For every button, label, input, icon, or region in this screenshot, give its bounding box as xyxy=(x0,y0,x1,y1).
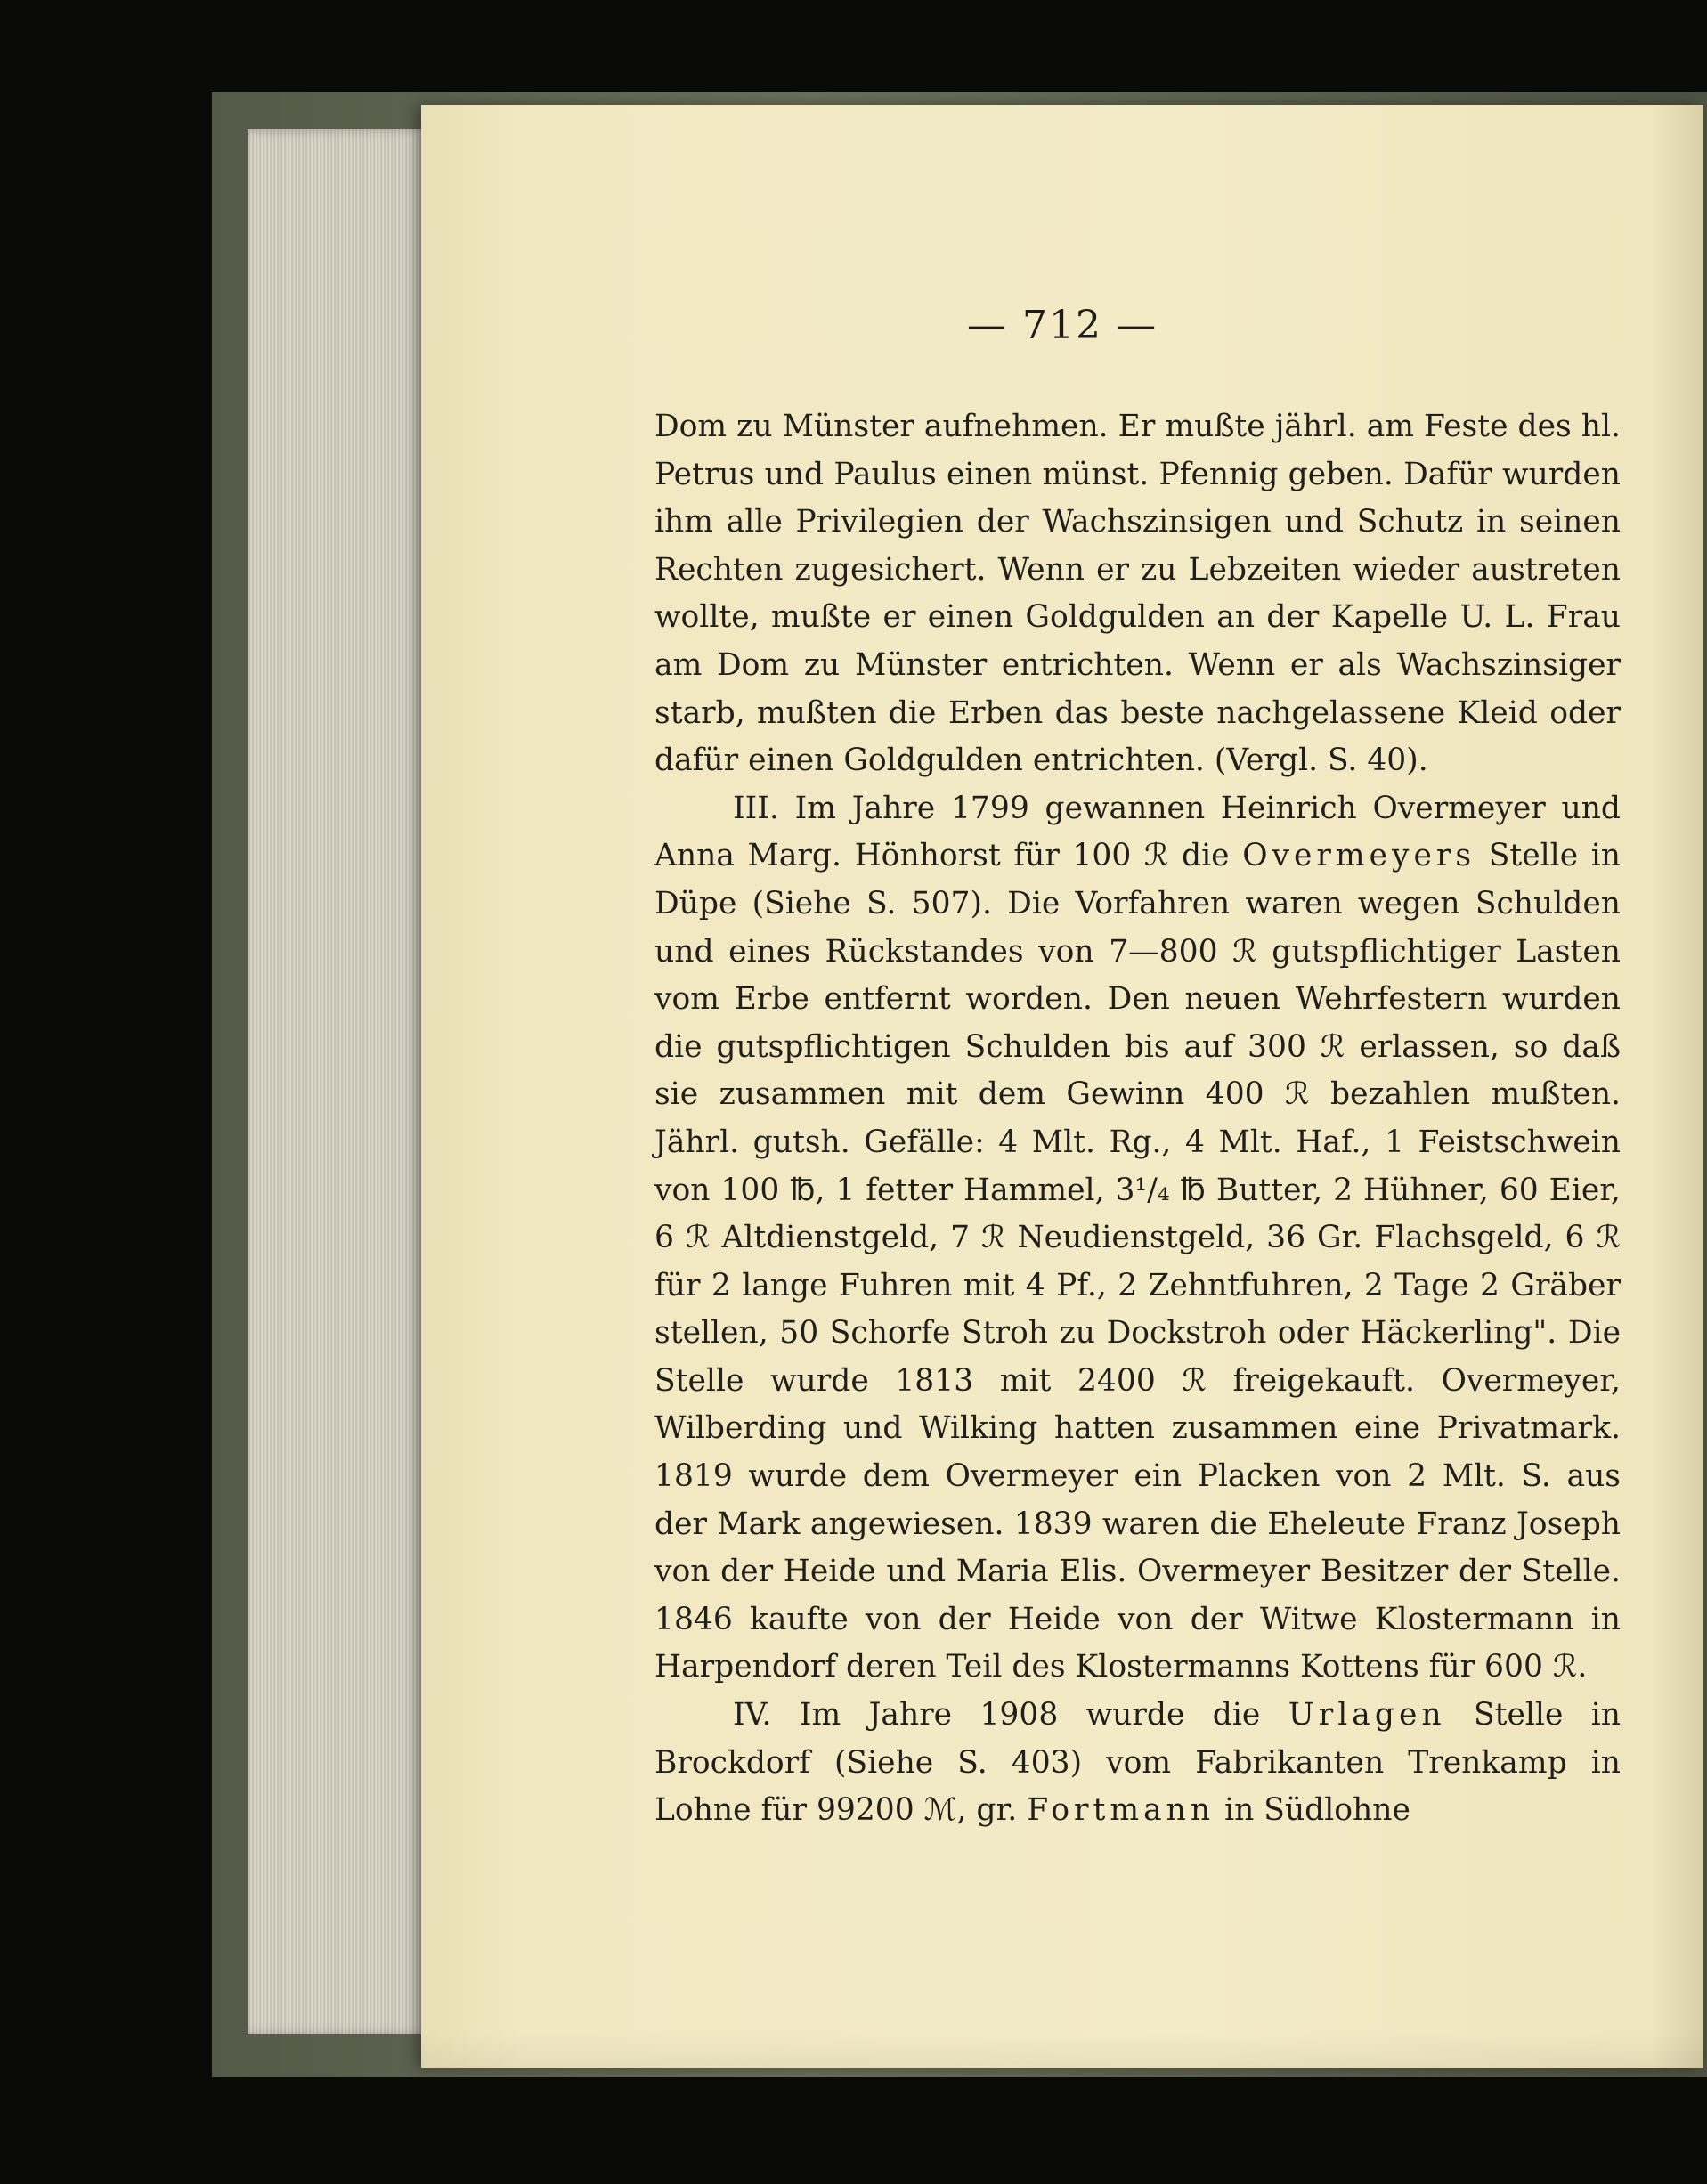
page-edges xyxy=(248,129,430,2034)
paragraph-iv-part2: Stelle in Brockdorf (Siehe S. 403) vom Fabrikanten Trenkamp in Lohne für 99200 ℳ, gr. xyxy=(654,1697,1621,1829)
page-text xyxy=(654,403,1621,1835)
paragraph-iv-spaced-name-2: Fortmann xyxy=(1027,1792,1215,1829)
paragraph-iii xyxy=(654,785,1621,1692)
paragraph-iv-spaced-name-1: Urlagen xyxy=(1288,1697,1446,1733)
paragraph-iii-part2: Stelle in Düpe (Siehe S. 507). Die Vorfahren waren wegen Schulden und eines Rückstandes von 7—800 ℛ gutspflichtiger Lasten vom Erbe entfernt worden. Den neuen Wehrfestern wurden die gutspflichtigen Schulden bis auf 300 ℛ erlassen, so daß sie zusammen mit dem Gewinn 400 ℛ bezahlen mußten. Jährl. gutsh. Gefälle: 4 Mlt. Rg., 4 Mlt. Haf., 1 Feistschwein von 100 ℔, 1 fetter Hammel, 3¹/₄ ℔ Butter, 2 Hühner, 60 Eier, 6 ℛ Altdienstgeld, 7 ℛ Neudienstgeld, 36 Gr. Flachsgeld, 6 ℛ für 2 lange Fuhren mit 4 Pf., 2 Zehntfuhren, 2 Tage 2 Gräber stellen, 50 Schorfe Stroh zu Dockstroh oder Häckerling". Die Stelle wurde 1813 mit 2400 ℛ freigekauft. Overmeyer, Wilberding und Wilking hatten zusammen eine Privatmark. 1819 wurde dem Overmeyer ein Placken von 2 Mlt. S. aus der Mark angewiesen. 1839 waren die Eheleute Franz Joseph von der Heide und Maria Elis. Overmeyer Besitzer der Stelle. 1846 kaufte von der Heide von der Witwe Klostermann in Harpendorf deren Teil des Klostermanns Kottens für 600 ℛ. xyxy=(654,838,1621,1685)
page-number: — 712 — xyxy=(967,303,1158,348)
paragraph-iii-spaced-name: Overmeyers xyxy=(1242,838,1476,874)
paragraph-continuation: Dom zu Münster aufnehmen. Er mußte jährl. am Feste des hl. Petrus und Paulus einen münst. Pfennig geben. Dafür wurden ihm alle Privilegien der Wachszinsigen und Schutz in seinen Rechten zugesichert. Wenn er zu Lebzeiten wieder austreten wollte, mußte er einen Goldgulden an der Kapelle U. L. Frau am Dom zu Münster entrichten. Wenn er als Wachszinsiger starb, mußten die Erben das beste nachgelassene Kleid oder dafür einen Goldgulden entrichten. (Vergl. S. 40). xyxy=(654,409,1621,779)
paragraph-iii-part1: III. Im Jahre 1799 gewannen Heinrich Overmeyer und Anna Marg. Hönhorst für 100 ℛ die xyxy=(654,790,1621,874)
book-page xyxy=(421,105,1703,2068)
paragraph-iv-part3: in Südlohne xyxy=(1215,1792,1410,1829)
page-shading xyxy=(421,2033,1703,2068)
paragraph-iv-part1: IV. Im Jahre 1908 wurde die xyxy=(733,1697,1288,1733)
paragraph-iv xyxy=(654,1692,1621,1835)
